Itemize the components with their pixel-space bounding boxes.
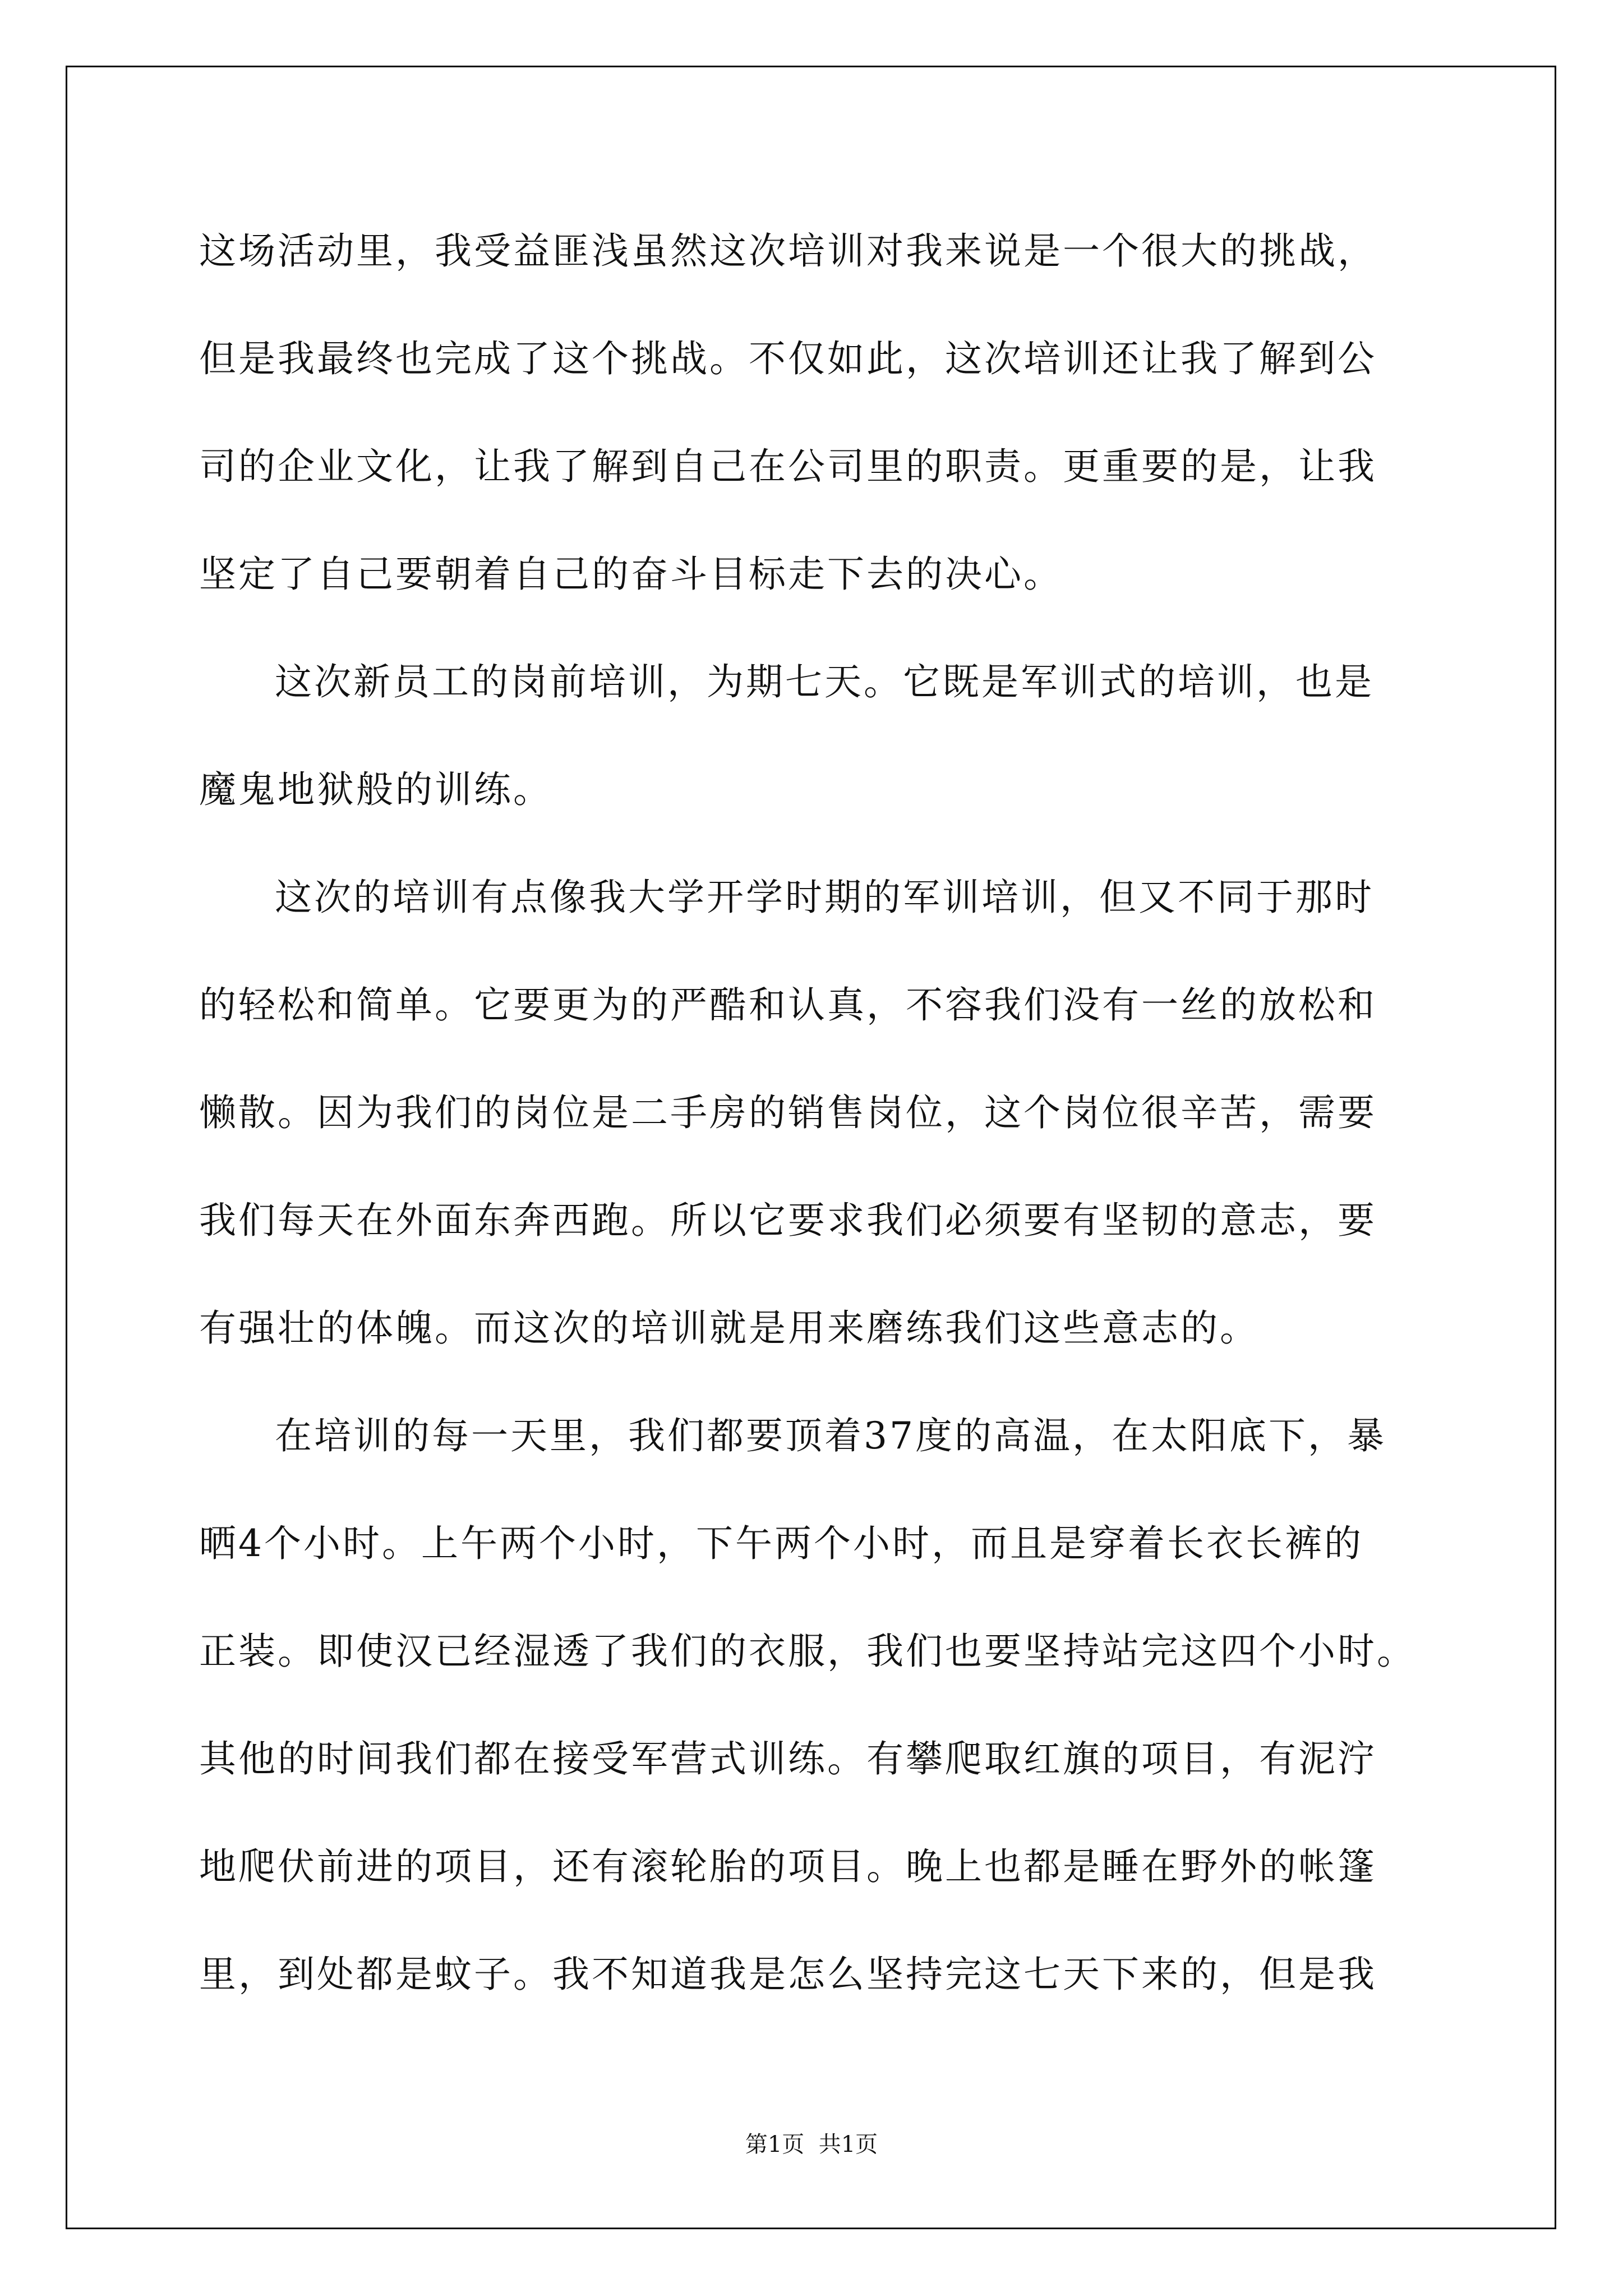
text-line: 我们每天在外面东奔西跑。所以它要求我们必须要有坚韧的意志，要 [199, 1199, 1377, 1242]
text-line: 懒散。因为我们的岗位是二手房的销售岗位，这个岗位很辛苦，需要 [199, 1091, 1377, 1134]
text-line: 魔鬼地狱般的训练。 [199, 768, 552, 811]
text-line: 在培训的每一天里，我们都要顶着37度的高温，在太阳底下，暴 [275, 1414, 1386, 1457]
text-line: 地爬伏前进的项目，还有滚轮胎的项目。晚上也都是睡在野外的帐篷 [199, 1845, 1377, 1888]
text-line: 有强壮的体魄。而这次的培训就是用来磨练我们这些意志的。 [199, 1306, 1259, 1350]
text-line: 正装。即使汉已经湿透了我们的衣服，我们也要坚持站完这四个小时。 [199, 1630, 1416, 1673]
text-line: 坚定了自己要朝着自己的奋斗目标走下去的决心。 [199, 553, 1063, 596]
text-line: 里，到处都是蚊子。我不知道我是怎么坚持完这七天下来的，但是我 [199, 1953, 1377, 1996]
text-line: 司的企业文化，让我了解到自己在公司里的职责。更重要的是，让我 [199, 445, 1377, 488]
page-number-footer: 第1页 共1页 [745, 2132, 878, 2157]
text-line: 但是我最终也完成了这个挑战。不仅如此，这次培训还让我了解到公 [199, 337, 1377, 380]
text-line: 其他的时间我们都在接受军营式训练。有攀爬取红旗的项目，有泥泞 [199, 1737, 1377, 1780]
text-line: 这次新员工的岗前培训，为期七天。它既是军训式的培训，也是 [275, 660, 1374, 703]
text-line: 的轻松和简单。它要更为的严酷和认真，不容我们没有一丝的放松和 [199, 983, 1377, 1027]
text-line: 这场活动里，我受益匪浅虽然这次培训对我来说是一个很大的挑战， [199, 229, 1377, 273]
text-line: 晒4个小时。上午两个小时，下午两个小时，而且是穿着长衣长裤的 [199, 1522, 1363, 1565]
text-line: 这次的培训有点像我大学开学时期的军训培训，但又不同于那时 [275, 876, 1374, 919]
